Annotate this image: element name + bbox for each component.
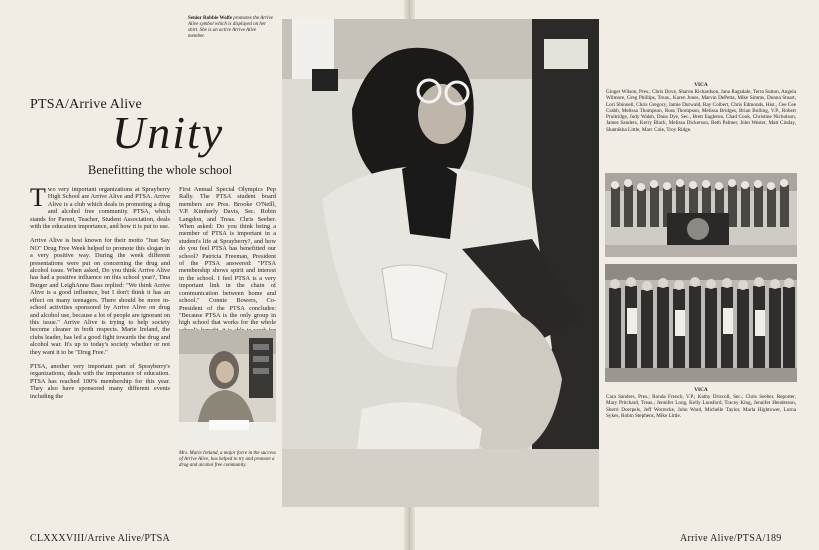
folio-left: CLXXXVIII/Arrive Alive/PTSA	[30, 533, 171, 544]
section-kicker: PTSA/Arrive Alive	[30, 97, 142, 112]
photo-robbie-wolfe	[282, 19, 599, 507]
drop-cap: T	[30, 183, 46, 212]
top-photo-caption: Senior Robbie Wolfe promotes the Arrive Alive symbol which is displayed on her shirt. She is an active Arrive Alive member.	[188, 16, 273, 39]
article-paragraph: Arrive Alive is best known for their motto "Just Say NO" Drug Free Week helped to promote this slogan in a very positive way. During the week different presentations were put on concerning the drug and alcohol issue. When asked, Do you think Arrive Alive has had a positive influence on this school year?, Tina Burger and LeighAnne Bass replied: "We think Arrive Alive is a good influence, but I don't think it has an effect on many teenagers. There should be more in-school activities sponsored by Arrive Alive on drug and alcohol use, because a lot of people are ignorant on this issue." Arrive Alive is trying to help society become cleaner in both respects. Marie Ireland, the clubs leader, has led a good fight towards the drug and alcohol war. It's up to today's society whether or not they want it to be "Drug Free."	[30, 237, 170, 356]
roster-heading: VICA	[694, 82, 708, 88]
article-paragraph: First Annual Special Olympics Pep Rally. The PTSA student board members are Pres. Brooke O'Neill, V.P. Kimberly Davis, Sec. Robin Langdon, and Treas. Chris Seeber. When asked: Do you think being a member of PTSA is important in a student's life at Sprayberry?, and how do you feel PTSA has benefitted our school? Patricia Freeman, President of the PTSA answered: "PTSA membership shows spirit and interest in the school. I feel PTSA is a very important link in the chain of communication between home and school." Connie Bowers, Co-President of the PTSA concludes: "Because PTSA is the only group in high school that works for the whole	[179, 186, 276, 327]
group-photo-1	[605, 173, 797, 257]
group-photo-2	[605, 264, 797, 382]
page-title: Unity	[112, 107, 225, 158]
article-column-1	[30, 183, 170, 407]
page-subtitle: Benefitting the whole school	[88, 163, 233, 177]
article-paragraph: PTSA, another very important part of Sprayberry's organizations, deals with the importance of education. PTSA has reached 100% membership for this year. They also have sponsored many different events including the	[30, 362, 170, 400]
folio-right: Arrive Alive/PTSA/189	[680, 533, 782, 544]
roster-names: Ginger Wilson, Pres.; Chris Dove, Sharon Richardson, Jana Ragsdale, Terra Sutton, Angela Wilmore, Greg Phillips, Treas., Karen Jones, Marvin DePetta, Mike Simms, Donna Stuart, Lori Shinnell, Chris Gregory, Jamie Durwald, Ray Colbert, Chris Edmonds, Hist., Cee Cee Crabb, Melissa Thompson, Russ Thompson, Melissa Bridges, Brian Bolling, V.P., Robert Pruitridge, Judy Walsh, Dana Dye, Sec., Brett Eagleton, Chad Cook, Christine Nicholson, James Sanders, Kerry Black, Melissa Dickerson, Beth Palmer, John Wester, Matt Cinday, Shamikha Little, Marc Cole, Troy Ridge.	[606, 89, 796, 133]
photo-marie-ireland	[179, 330, 276, 447]
article-paragraph: Two very important organizations at Sprayberry High School are Arrive Alive and PTSA. Arrive Alive is a club which deals in promoting a drug and alcohol free community. PTSA, which stands for Parent, Teacher, Student Association, deals with the education importance, and how it is put to use.	[30, 183, 170, 231]
roster-heading: VICA	[694, 387, 708, 393]
photo-caption: Mrs. Marie Ireland, a major force in the success of Arrive Alive, has helped to try and promote a drug and alcohol free community.	[179, 451, 276, 468]
roster-names: Cara Sanders, Pres.; Ronda French, V.P.; Kathy Driscoll, Sec.; Chris Seeber, Reporter, Mary Pritchard, Treas.; Jennifer Long, Kelly Lunsford, Tracey King, Jennifer Henderson, Sherri Doerpels, Jeff Worrecke, John Ward, Michelle Taylor, Marla Hightower, Lorna Sykes, Robin Stephens, Mike Little.	[606, 394, 796, 419]
